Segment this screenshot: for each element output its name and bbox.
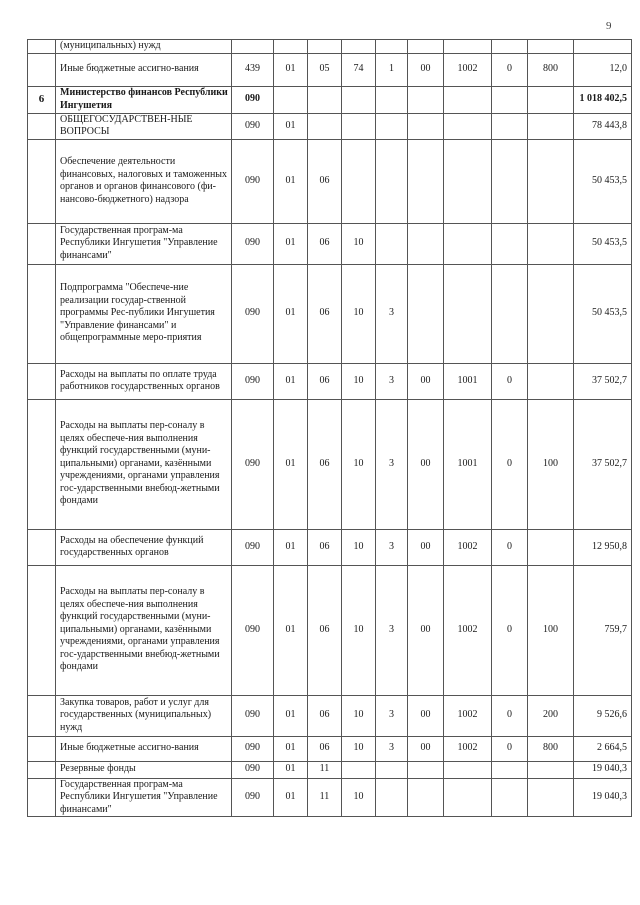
table-row	[28, 736, 632, 761]
expense-type-code	[528, 86, 574, 113]
ministry-code: 090	[232, 529, 274, 565]
program-code: 10	[342, 778, 376, 817]
subsection-code: 06	[308, 139, 342, 223]
row-number	[28, 529, 56, 565]
program-code	[342, 139, 376, 223]
program-code: 74	[342, 53, 376, 86]
main-event-code: 00	[408, 529, 444, 565]
subprogram-code: 3	[376, 363, 408, 399]
main-event-code	[408, 86, 444, 113]
expense-type-code	[528, 40, 574, 54]
table-row	[28, 86, 632, 113]
item-name: Государственная програм-ма Республики Ингушетия "Управление финансами"	[56, 778, 232, 817]
main-event-code: 00	[408, 363, 444, 399]
program-code	[342, 86, 376, 113]
extra-code: 0	[492, 53, 528, 86]
item-name: (муниципальных) нужд	[56, 40, 232, 54]
amount: 50 453,5	[574, 264, 632, 363]
expense-type-code	[528, 363, 574, 399]
main-event-code	[408, 139, 444, 223]
extra-code: 0	[492, 565, 528, 695]
direction-code: 1002	[444, 695, 492, 736]
subsection-code	[308, 40, 342, 54]
item-name: Государственная програм-ма Республики Ингушетия "Управление финансами"	[56, 223, 232, 264]
amount: 19 040,3	[574, 778, 632, 817]
ministry-code: 090	[232, 695, 274, 736]
item-name: Расходы на обеспечение функций государственных органов	[56, 529, 232, 565]
table-row	[28, 399, 632, 529]
program-code: 10	[342, 363, 376, 399]
item-name: Обеспечение деятельности финансовых, налоговых и таможенных органов и органов финансового (фи-нансово-бюджетного) надзора	[56, 139, 232, 223]
section-code: 01	[274, 529, 308, 565]
section-code: 01	[274, 736, 308, 761]
extra-code	[492, 761, 528, 778]
subprogram-code	[376, 86, 408, 113]
program-code	[342, 40, 376, 54]
subprogram-code: 3	[376, 264, 408, 363]
expense-type-code	[528, 264, 574, 363]
item-name: Иные бюджетные ассигно-вания	[56, 736, 232, 761]
item-name: ОБЩЕГОСУДАРСТВЕН-НЫЕ ВОПРОСЫ	[56, 113, 232, 139]
subprogram-code: 3	[376, 736, 408, 761]
table-row	[28, 695, 632, 736]
table-row	[28, 565, 632, 695]
table-row	[28, 778, 632, 817]
budget-table-body	[28, 40, 632, 817]
expense-type-code: 100	[528, 565, 574, 695]
row-number	[28, 40, 56, 54]
extra-code: 0	[492, 736, 528, 761]
section-code: 01	[274, 761, 308, 778]
direction-code	[444, 86, 492, 113]
extra-code: 0	[492, 363, 528, 399]
extra-code	[492, 40, 528, 54]
subsection-code: 11	[308, 778, 342, 817]
row-number	[28, 565, 56, 695]
expense-type-code	[528, 113, 574, 139]
row-number	[28, 399, 56, 529]
subprogram-code	[376, 761, 408, 778]
ministry-code	[232, 40, 274, 54]
direction-code: 1002	[444, 565, 492, 695]
ministry-code: 090	[232, 86, 274, 113]
subsection-code	[308, 113, 342, 139]
extra-code	[492, 139, 528, 223]
amount: 37 502,7	[574, 363, 632, 399]
extra-code: 0	[492, 399, 528, 529]
main-event-code: 00	[408, 53, 444, 86]
program-code	[342, 761, 376, 778]
direction-code: 1001	[444, 399, 492, 529]
expense-type-code: 200	[528, 695, 574, 736]
direction-code: 1002	[444, 529, 492, 565]
direction-code	[444, 264, 492, 363]
section-code: 01	[274, 113, 308, 139]
table-row	[28, 113, 632, 139]
subprogram-code	[376, 40, 408, 54]
direction-code	[444, 40, 492, 54]
subsection-code	[308, 86, 342, 113]
row-number	[28, 778, 56, 817]
expense-type-code	[528, 761, 574, 778]
row-number	[28, 139, 56, 223]
amount: 37 502,7	[574, 399, 632, 529]
item-name: Резервные фонды	[56, 761, 232, 778]
expense-type-code	[528, 529, 574, 565]
amount: 50 453,5	[574, 223, 632, 264]
section-code	[274, 86, 308, 113]
program-code: 10	[342, 695, 376, 736]
amount: 9 526,6	[574, 695, 632, 736]
ministry-code: 090	[232, 761, 274, 778]
subprogram-code	[376, 223, 408, 264]
subsection-code: 11	[308, 761, 342, 778]
item-name: Закупка товаров, работ и услуг для государственных (муниципальных) нужд	[56, 695, 232, 736]
subprogram-code: 3	[376, 695, 408, 736]
ministry-code: 090	[232, 113, 274, 139]
table-row	[28, 363, 632, 399]
program-code	[342, 113, 376, 139]
direction-code: 1001	[444, 363, 492, 399]
section-code: 01	[274, 363, 308, 399]
main-event-code	[408, 264, 444, 363]
item-name: Иные бюджетные ассигно-вания	[56, 53, 232, 86]
direction-code	[444, 761, 492, 778]
subprogram-code: 1	[376, 53, 408, 86]
program-code: 10	[342, 529, 376, 565]
row-number	[28, 363, 56, 399]
extra-code	[492, 778, 528, 817]
section-code: 01	[274, 53, 308, 86]
amount	[574, 40, 632, 54]
main-event-code: 00	[408, 695, 444, 736]
main-event-code: 00	[408, 399, 444, 529]
amount: 1 018 402,5	[574, 86, 632, 113]
extra-code	[492, 264, 528, 363]
item-name: Расходы на выплаты пер-соналу в целях обеспече-ния выполнения функций государственными (муни-ципальными) органами, казёнными учреждениями, органами управления гос-ударственными внебюд-жетными фондами	[56, 399, 232, 529]
main-event-code: 00	[408, 736, 444, 761]
ministry-code: 090	[232, 139, 274, 223]
item-name: Расходы на выплаты по оплате труда работников государственных органов	[56, 363, 232, 399]
direction-code: 1002	[444, 736, 492, 761]
row-number	[28, 695, 56, 736]
expense-type-code	[528, 139, 574, 223]
row-number	[28, 761, 56, 778]
subprogram-code	[376, 113, 408, 139]
subsection-code: 06	[308, 399, 342, 529]
section-code: 01	[274, 565, 308, 695]
budget-table	[27, 39, 632, 817]
program-code: 10	[342, 264, 376, 363]
row-number: 6	[28, 86, 56, 113]
table-row	[28, 139, 632, 223]
amount: 50 453,5	[574, 139, 632, 223]
expense-type-code	[528, 223, 574, 264]
subsection-code: 06	[308, 565, 342, 695]
ministry-code: 090	[232, 223, 274, 264]
amount: 12,0	[574, 53, 632, 86]
row-number	[28, 264, 56, 363]
section-code: 01	[274, 264, 308, 363]
ministry-code: 090	[232, 565, 274, 695]
table-row	[28, 264, 632, 363]
table-row	[28, 761, 632, 778]
program-code: 10	[342, 223, 376, 264]
row-number	[28, 736, 56, 761]
row-number	[28, 223, 56, 264]
amount: 2 664,5	[574, 736, 632, 761]
subsection-code: 06	[308, 223, 342, 264]
program-code: 10	[342, 399, 376, 529]
section-code: 01	[274, 695, 308, 736]
subsection-code: 06	[308, 529, 342, 565]
section-code: 01	[274, 778, 308, 817]
subprogram-code	[376, 139, 408, 223]
main-event-code: 00	[408, 565, 444, 695]
subprogram-code: 3	[376, 565, 408, 695]
expense-type-code: 800	[528, 736, 574, 761]
subsection-code: 05	[308, 53, 342, 86]
extra-code: 0	[492, 695, 528, 736]
subprogram-code: 3	[376, 529, 408, 565]
row-number	[28, 113, 56, 139]
section-code: 01	[274, 139, 308, 223]
program-code: 10	[342, 565, 376, 695]
ministry-code: 090	[232, 363, 274, 399]
ministry-code: 090	[232, 736, 274, 761]
direction-code	[444, 223, 492, 264]
main-event-code	[408, 778, 444, 817]
page-number: 9	[606, 20, 612, 32]
section-code: 01	[274, 399, 308, 529]
subprogram-code	[376, 778, 408, 817]
ministry-code: 090	[232, 264, 274, 363]
extra-code	[492, 113, 528, 139]
expense-type-code	[528, 778, 574, 817]
extra-code: 0	[492, 529, 528, 565]
item-name: Расходы на выплаты пер-соналу в целях обеспече-ния выполнения функций государственными (муни-ципальными) органами, казёнными учреждениями, органами управления гос-ударственными внебюд-жетными фондами	[56, 565, 232, 695]
section-code	[274, 40, 308, 54]
subsection-code: 06	[308, 736, 342, 761]
subprogram-code: 3	[376, 399, 408, 529]
amount: 78 443,8	[574, 113, 632, 139]
direction-code: 1002	[444, 53, 492, 86]
main-event-code	[408, 223, 444, 264]
ministry-code: 090	[232, 399, 274, 529]
extra-code	[492, 223, 528, 264]
expense-type-code: 800	[528, 53, 574, 86]
amount: 19 040,3	[574, 761, 632, 778]
table-row	[28, 223, 632, 264]
main-event-code	[408, 113, 444, 139]
main-event-code	[408, 40, 444, 54]
table-row	[28, 53, 632, 86]
item-name: Министерство финансов Республики Ингушетия	[56, 86, 232, 113]
row-number	[28, 53, 56, 86]
subsection-code: 06	[308, 264, 342, 363]
expense-type-code: 100	[528, 399, 574, 529]
section-code: 01	[274, 223, 308, 264]
ministry-code: 439	[232, 53, 274, 86]
main-event-code	[408, 761, 444, 778]
item-name: Подпрограмма "Обеспече-ние реализации государ-ственной программы Рес-публики Ингушетия "Управление финансами" и общепрограммные меро-приятия	[56, 264, 232, 363]
ministry-code: 090	[232, 778, 274, 817]
amount: 759,7	[574, 565, 632, 695]
direction-code	[444, 113, 492, 139]
extra-code	[492, 86, 528, 113]
subsection-code: 06	[308, 695, 342, 736]
direction-code	[444, 139, 492, 223]
program-code: 10	[342, 736, 376, 761]
table-row	[28, 40, 632, 54]
direction-code	[444, 778, 492, 817]
subsection-code: 06	[308, 363, 342, 399]
table-row	[28, 529, 632, 565]
amount: 12 950,8	[574, 529, 632, 565]
